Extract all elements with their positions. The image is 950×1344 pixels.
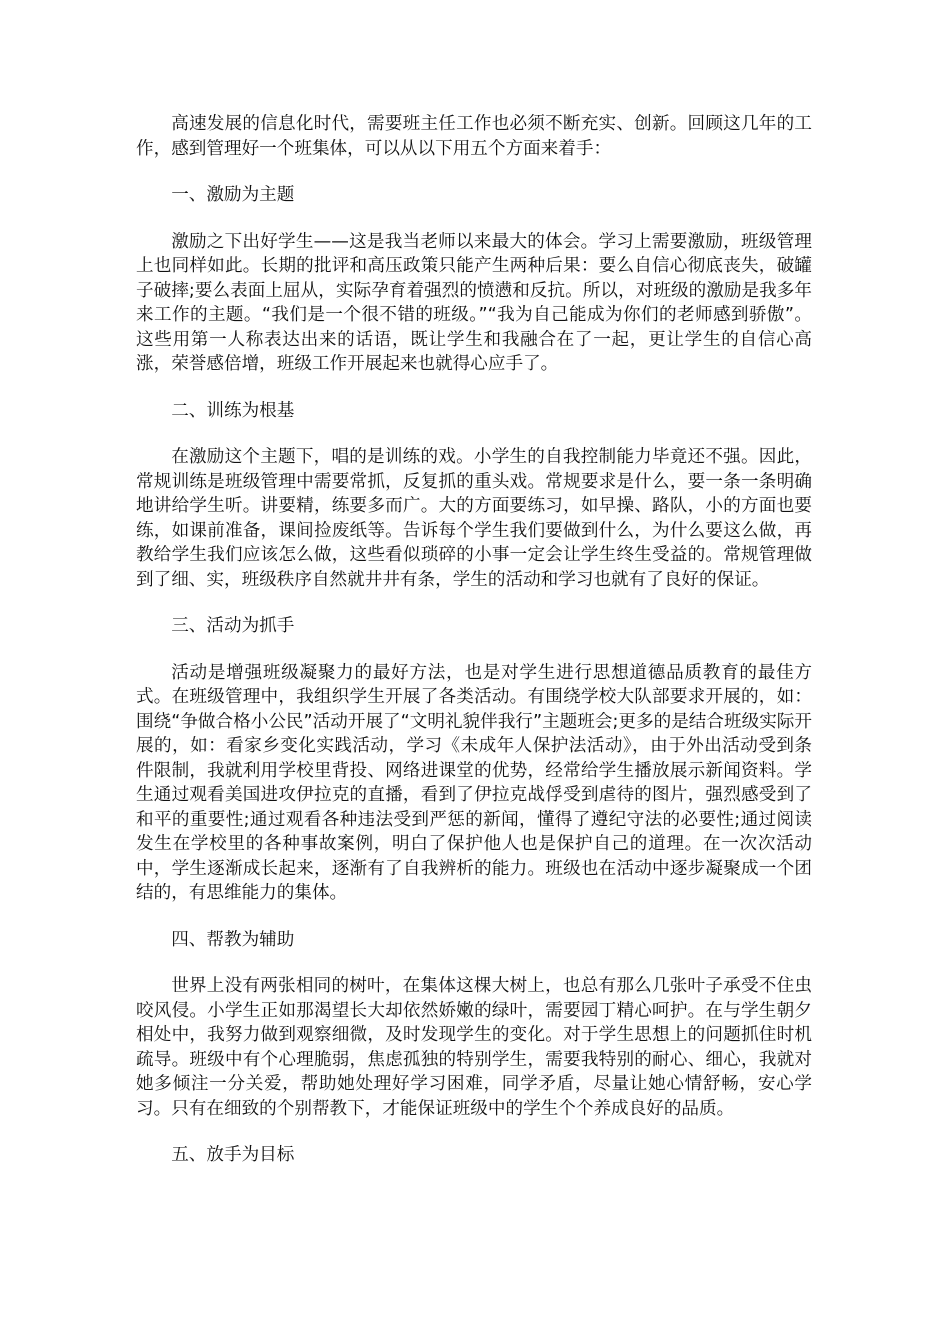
section-3-heading: 三、活动为抓手: [171, 616, 295, 636]
section-1-heading: 一、激励为主题: [171, 185, 295, 205]
section-3-body: 活动是增强班级凝聚力的最好方法，也是对学生进行思想道德品质教育的最佳方式。在班级管理中，我组织学生开展了各类活动。有围绕学校大队部要求开展的，如：围绕“争做合格小公民”活动开展了“文明礼貌伴我行”主题班会;更多的是结合班级实际开展的，如：看家乡变化实践活动，学习《未成年人保护法活动》，由于外出活动受到条件限制，我就利用学校里背投、网络进课堂的优势，经常给学生播放展示新闻资料。学生通过观看美国进攻伊拉克的直播，看到了伊拉克战俘受到虐待的图片，强烈感受到了和平的重要性;通过观看各种违法受到严惩的新闻，懂得了遵纪守法的必要性;通过阅读发生在学校里的各种事故案例，明白了保护他人也是保护自己的道理。在一次次活动中，学生逐渐成长起来，逐渐有了自我辨析的能力。班级也在活动中逐步凝聚成一个团结的，有思维能力的集体。: [136, 662, 812, 903]
section-2-body: 在激励这个主题下，唱的是训练的戏。小学生的自我控制能力毕竟还不强。因此，常规训练是班级管理中需要常抓，反复抓的重头戏。常规要求是什么，要一条一条明确地讲给学生听。讲要精，练要多而广。大的方面要练习，如早操、路队，小的方面也要练，如课前准备，课间捡废纸等。告诉每个学生我们要做到什么，为什么要这么做，再教给学生我们应该怎么做，这些看似琐碎的小事一定会让学生终生受益的。常规管理做到了细、实，班级秩序自然就井井有条，学生的活动和学习也就有了良好的保证。: [136, 447, 812, 590]
intro-paragraph: 高速发展的信息化时代，需要班主任工作也必须不断充实、创新。回顾这几年的工作，感到管理好一个班集体，可以从以下用五个方面来着手：: [136, 114, 812, 159]
document-page: [136, 112, 812, 1190]
section-5-heading: 五、放手为目标: [171, 1145, 295, 1165]
section-4-heading: 四、帮教为辅助: [171, 929, 295, 950]
section-2-heading: 二、训练为根基: [171, 400, 295, 421]
section-4-body: 世界上没有两张相同的树叶，在集体这棵大树上，也总有那么几张叶子承受不住虫咬风侵。小学生正如那渴望长大却依然娇嫩的绿叶，需要园丁精心呵护。在与学生朝夕相处中，我努力做到观察细微，及时发现学生的变化。对于学生思想上的问题抓住时机疏导。班级中有个心理脆弱，焦虑孤独的特别学生，需要我特别的耐心、细心，我就对她多倾注一分关爱，帮助她处理好学习困难，同学矛盾，尽量让她心情舒畅，安心学习。只有在细致的个别帮教下，才能保证班级中的学生个个养成良好的品质。: [136, 976, 812, 1119]
section-1-body: 激励之下出好学生——这是我当老师以来最大的体会。学习上需要激励，班级管理上也同样如此。长期的批评和高压政策只能产生两种后果：要么自信心彻底丧失，破罐子破摔;要么表面上屈从，实际孕育着强烈的愤懑和反抗。所以，对班级的激励是我多年来工作的主题。“我们是一个很不错的班级。”“我为自己能成为你们的老师感到骄傲”。这些用第一人称表达出来的话语，既让学生和我融合在了一起，更让学生的自信心高涨，荣誉感倍增，班级工作开展起来也就得心应手了。: [136, 231, 812, 374]
